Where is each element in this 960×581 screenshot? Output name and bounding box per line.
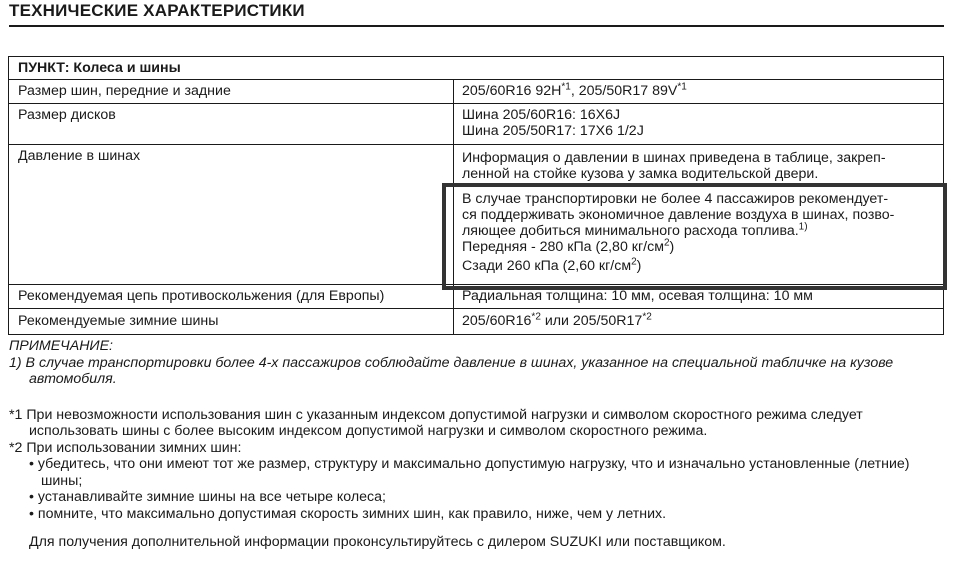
page-title: ТЕХНИЧЕСКИЕ ХАРАКТЕРИСТИКИ	[9, 1, 305, 20]
eco-pressure-line: ляющее добиться минимального расхода топлива.	[462, 223, 799, 239]
row-label: Размер шин, передние и задние	[18, 83, 231, 99]
row-value: Информация о давлении в шинах приведена в таблице, закреп- ленной на стойке кузова у замка водительской двери. В случае транспортировки не более 4 пассажиров рекомендует- ся поддерживать экономичное давление воздуха в шинах, позво- ляющее добиться минимального расхода топлива.$^{1)}$ Передняя - 280 кПа (2,80 $кг/см^2$) Сзади 260 кПа (2,60 $кг/см^2$)	[462, 150, 937, 274]
column-divider	[453, 80, 454, 103]
footnote-mark: *2	[642, 311, 652, 323]
footnote-mark: 1)	[798, 221, 808, 233]
tire-size-1: 205/60R16 92H	[462, 83, 562, 99]
row-label: Рекомендуемая цепь противоскольжения (для Европы)	[18, 288, 385, 304]
table-section-row	[9, 57, 943, 80]
row-value	[462, 107, 937, 139]
list-item: • устанавливайте зимние шины на все четыре колеса;	[29, 489, 386, 505]
footnote-mark: *2	[531, 311, 541, 323]
rim-size-line: Шина 205/50R17: 17X6 1/2J	[462, 123, 644, 139]
highlight-box	[442, 183, 947, 290]
rim-size-line: Шина 205/60R16: 16X6J	[462, 107, 621, 123]
eco-pressure-line: ся поддерживать экономичное давление воздуха в шинах, позво-	[462, 207, 895, 223]
column-divider	[453, 104, 454, 144]
footnote-star-1: *1 При невозможности использования шин с указанным индексом допустимой нагрузки и символом скоростного режима следует использовать шины с более высоким индексом допустимой нагрузки и символом скоростного режима.	[9, 406, 863, 439]
tire-size-2: , 205/50R17 89V	[570, 83, 678, 99]
front-pressure: Передняя - 280 кПа (2,80 кг/см	[462, 239, 664, 255]
eco-pressure-line: В случае транспортировки не более 4 пассажиров рекомендует-	[462, 191, 889, 207]
squared-mark: 2	[631, 256, 637, 268]
notes-section	[9, 338, 949, 551]
winter-tire-1: 205/60R16	[462, 313, 532, 329]
footnote-mark: *1	[561, 81, 571, 93]
row-value	[462, 83, 937, 99]
pressure-info-line: Информация о давлении в шинах приведена в таблице, закреп-	[462, 150, 886, 166]
table-row	[9, 309, 943, 334]
row-value	[462, 313, 937, 329]
title-rule	[9, 25, 944, 27]
list-item: • помните, что максимально допустимая скорость зимних шин, как правило, ниже, чем у летних.	[29, 505, 667, 522]
notes-heading: ПРИМЕЧАНИЕ:	[9, 338, 113, 354]
row-label: Рекомендуемые зимние шины	[18, 313, 219, 329]
footnote-mark: *1	[677, 81, 687, 93]
note-1: 1) В случае транспортировки более 4-х пассажиров соблюдайте давление в шинах, указанное на специальной табличке на кузове автомобиля.	[9, 354, 894, 387]
table-row	[9, 80, 943, 104]
row-value: Радиальная толщина: 10 мм, осевая толщина: 10 мм	[462, 288, 813, 304]
row-label: Давление в шинах	[18, 148, 141, 164]
squared-mark: 2	[663, 237, 670, 249]
row-label: Размер дисков	[18, 107, 116, 123]
list-item: • убедитесь, что они имеют тот же размер, структуру и максимально допустимую нагрузку, что и изначально установленные (летние) шины;	[29, 456, 910, 489]
footnote-star-2: *2 При использовании зимних шин:	[9, 439, 242, 456]
table-row	[9, 104, 943, 145]
footer-note: Для получения дополнительной информации проконсультируйтесь с дилером SUZUKI или поставщиком.	[29, 534, 726, 550]
section-title: ПУНКТ: Колеса и шины	[18, 60, 181, 76]
rear-pressure: Сзади 260 кПа (2,60 кг/см	[462, 258, 632, 274]
column-divider	[453, 309, 454, 334]
winter-tire-2: или 205/50R17	[540, 313, 643, 329]
pressure-info-line: ленной на стойке кузова у замка водительской двери.	[462, 166, 819, 182]
